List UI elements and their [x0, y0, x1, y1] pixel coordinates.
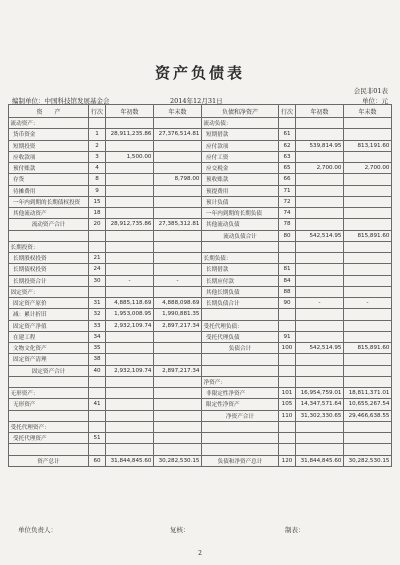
asset-item — [9, 376, 89, 387]
asset-opening — [106, 241, 154, 252]
liability-closing — [344, 309, 392, 320]
table-row — [9, 208, 392, 219]
asset-item: 长期投资合计 — [9, 275, 89, 286]
liability-line: 88 — [279, 286, 296, 297]
asset-item: 存货 — [9, 174, 89, 185]
liability-closing — [344, 196, 392, 207]
asset-opening: 1,500.00 — [106, 151, 154, 162]
asset-item: 一年内到期的长期债权投资 — [9, 196, 89, 207]
asset-opening — [106, 208, 154, 219]
asset-item: 固定资产原价 — [9, 298, 89, 309]
liability-item: 短期借款 — [202, 129, 279, 140]
asset-opening — [106, 174, 154, 185]
asset-item: 应收款项 — [9, 151, 89, 162]
liability-opening — [296, 444, 344, 455]
table-row — [9, 343, 392, 354]
asset-closing — [154, 118, 202, 129]
asset-line: 1 — [89, 129, 106, 140]
liability-line: 78 — [279, 219, 296, 230]
asset-item: 在建工程 — [9, 331, 89, 342]
asset-opening: - — [106, 275, 154, 286]
liability-line — [279, 444, 296, 455]
asset-closing — [154, 230, 202, 241]
liability-closing — [344, 253, 392, 264]
liability-item: 预计负债 — [202, 196, 279, 207]
liability-closing — [344, 421, 392, 432]
liability-line: 110 — [279, 410, 296, 421]
asset-item: 无形资产 — [9, 399, 89, 410]
liability-opening — [296, 264, 344, 275]
table-row — [9, 331, 392, 342]
asset-opening — [106, 343, 154, 354]
liability-line — [279, 241, 296, 252]
liability-opening: 539,814.95 — [296, 140, 344, 151]
liability-closing — [344, 433, 392, 444]
table-row — [9, 365, 392, 376]
liability-item — [202, 421, 279, 432]
liability-closing — [344, 118, 392, 129]
liability-item — [202, 365, 279, 376]
liability-closing: 2,700.00 — [344, 163, 392, 174]
liability-item — [202, 309, 279, 320]
liability-closing: 29,466,638.55 — [344, 410, 392, 421]
asset-opening — [106, 399, 154, 410]
asset-line — [89, 421, 106, 432]
asset-line: 24 — [89, 264, 106, 275]
asset-item: 流动资产合计 — [9, 219, 89, 230]
liability-item: 长期负债： — [202, 253, 279, 264]
liability-line — [279, 320, 296, 331]
asset-line — [89, 410, 106, 421]
table-row — [9, 275, 392, 286]
asset-closing — [154, 376, 202, 387]
liability-item: 一年内到期的长期负债 — [202, 208, 279, 219]
liability-closing — [344, 174, 392, 185]
table-row — [9, 163, 392, 174]
footer-preparer: 制表： — [285, 526, 305, 534]
liability-line — [279, 118, 296, 129]
asset-closing — [154, 410, 202, 421]
balance-sheet-table — [8, 104, 392, 467]
asset-line: 35 — [89, 343, 106, 354]
report-date: 2014年12月31日 — [170, 97, 223, 105]
asset-opening — [106, 185, 154, 196]
liability-item: 净资产： — [202, 376, 279, 387]
liability-item: 受托代理负债 — [202, 331, 279, 342]
asset-line — [89, 444, 106, 455]
liability-item: 应付工资 — [202, 151, 279, 162]
asset-item: 货币资金 — [9, 129, 89, 140]
asset-item: 受托代理资产： — [9, 421, 89, 432]
asset-opening — [106, 196, 154, 207]
asset-closing — [154, 253, 202, 264]
asset-opening — [106, 376, 154, 387]
asset-opening — [106, 331, 154, 342]
reporting-entity: 编制单位：中国科技馆发展基金会 — [12, 97, 110, 105]
liability-opening — [296, 365, 344, 376]
asset-item: 固定资产清理 — [9, 354, 89, 365]
asset-line — [89, 376, 106, 387]
asset-closing — [154, 331, 202, 342]
asset-item: 固定资产合计 — [9, 365, 89, 376]
asset-line: 3 — [89, 151, 106, 162]
table-row — [9, 196, 392, 207]
asset-line: 33 — [89, 320, 106, 331]
asset-line: 15 — [89, 196, 106, 207]
asset-item: 固定资产净值 — [9, 320, 89, 331]
asset-item: 固定资产： — [9, 286, 89, 297]
liability-item: 应交税金 — [202, 163, 279, 174]
table-row — [9, 320, 392, 331]
liability-line: 100 — [279, 343, 296, 354]
liability-item: 限定性净资产 — [202, 399, 279, 410]
liability-item: 预提费用 — [202, 185, 279, 196]
asset-item: 资产总计 — [9, 455, 89, 466]
column-header: 年末数 — [344, 105, 392, 118]
liability-closing — [344, 264, 392, 275]
table-row — [9, 444, 392, 455]
asset-line: 4 — [89, 163, 106, 174]
liability-item — [202, 354, 279, 365]
asset-opening — [106, 264, 154, 275]
table-row — [9, 354, 392, 365]
asset-closing — [154, 264, 202, 275]
asset-line — [89, 388, 106, 399]
liability-item: 其他流动负债 — [202, 219, 279, 230]
liability-opening — [296, 118, 344, 129]
asset-line: 9 — [89, 185, 106, 196]
asset-opening: 2,932,109.74 — [106, 320, 154, 331]
asset-opening — [106, 433, 154, 444]
liability-opening — [296, 208, 344, 219]
liability-line — [279, 253, 296, 264]
asset-opening — [106, 163, 154, 174]
asset-item: 长期债权投资 — [9, 264, 89, 275]
asset-opening — [106, 253, 154, 264]
asset-line: 18 — [89, 208, 106, 219]
asset-opening — [106, 388, 154, 399]
liability-opening — [296, 129, 344, 140]
asset-line: 40 — [89, 365, 106, 376]
table-row — [9, 388, 392, 399]
table-row — [9, 410, 392, 421]
asset-line: 21 — [89, 253, 106, 264]
table-row — [9, 286, 392, 297]
asset-opening — [106, 354, 154, 365]
asset-item — [9, 444, 89, 455]
asset-closing — [154, 185, 202, 196]
asset-closing — [154, 163, 202, 174]
table-row — [9, 433, 392, 444]
asset-line — [89, 241, 106, 252]
liability-opening — [296, 320, 344, 331]
liability-opening — [296, 286, 344, 297]
asset-closing — [154, 343, 202, 354]
liability-line: 80 — [279, 230, 296, 241]
liability-line — [279, 376, 296, 387]
asset-closing: 2,897,217.34 — [154, 320, 202, 331]
table-row — [9, 253, 392, 264]
asset-line: 2 — [89, 140, 106, 151]
liability-item: 受托代理负债： — [202, 320, 279, 331]
asset-opening — [106, 421, 154, 432]
liability-opening — [296, 354, 344, 365]
liability-opening — [296, 253, 344, 264]
liability-line: 65 — [279, 163, 296, 174]
liability-item: 长期负债合计 — [202, 298, 279, 309]
liability-opening — [296, 275, 344, 286]
table-header-row — [9, 105, 392, 118]
asset-line: 51 — [89, 433, 106, 444]
liability-closing: - — [344, 298, 392, 309]
asset-closing — [154, 196, 202, 207]
asset-item: 长期投资： — [9, 241, 89, 252]
asset-line: 8 — [89, 174, 106, 185]
table-row — [9, 140, 392, 151]
asset-closing: 2,897,217.34 — [154, 365, 202, 376]
liability-line: 74 — [279, 208, 296, 219]
asset-closing — [154, 140, 202, 151]
liability-closing — [344, 376, 392, 387]
liability-closing — [344, 129, 392, 140]
liability-closing — [344, 219, 392, 230]
liability-line: 81 — [279, 264, 296, 275]
asset-line — [89, 286, 106, 297]
liability-opening — [296, 241, 344, 252]
table-row — [9, 376, 392, 387]
asset-opening: 4,885,118.69 — [106, 298, 154, 309]
liability-opening: 542,514.95 — [296, 230, 344, 241]
table-row — [9, 230, 392, 241]
liability-opening — [296, 376, 344, 387]
liability-opening: 16,954,759.01 — [296, 388, 344, 399]
asset-opening — [106, 230, 154, 241]
liability-item: 流动负债合计 — [202, 230, 279, 241]
liability-line — [279, 421, 296, 432]
liability-item: 负债和净资产总计 — [202, 455, 279, 466]
currency-unit: 单位：元 — [362, 97, 388, 105]
table-row — [9, 174, 392, 185]
liability-item: 负债合计 — [202, 343, 279, 354]
asset-closing — [154, 421, 202, 432]
liability-line: 71 — [279, 185, 296, 196]
footer-head: 单位负责人： — [18, 526, 57, 534]
asset-line: 20 — [89, 219, 106, 230]
asset-opening: 1,953,008.95 — [106, 309, 154, 320]
liability-closing: 813,191.60 — [344, 140, 392, 151]
asset-line: 34 — [89, 331, 106, 342]
asset-opening — [106, 444, 154, 455]
liability-closing — [344, 185, 392, 196]
asset-item: 短期投资 — [9, 140, 89, 151]
liability-opening — [296, 421, 344, 432]
liability-closing — [344, 286, 392, 297]
column-header: 负债和净资产 — [202, 105, 279, 118]
liability-item: 长期借款 — [202, 264, 279, 275]
liability-closing — [344, 208, 392, 219]
asset-closing — [154, 208, 202, 219]
table-row — [9, 219, 392, 230]
asset-line: 30 — [89, 275, 106, 286]
liability-item — [202, 241, 279, 252]
liability-item — [202, 444, 279, 455]
asset-closing: 4,888,098.69 — [154, 298, 202, 309]
liability-closing — [344, 444, 392, 455]
asset-closing: - — [154, 275, 202, 286]
liability-opening: 31,302,330.65 — [296, 410, 344, 421]
asset-item: 预付账款 — [9, 163, 89, 174]
liability-line: 72 — [279, 196, 296, 207]
liability-line: 63 — [279, 151, 296, 162]
table-row — [9, 129, 392, 140]
liability-opening — [296, 331, 344, 342]
asset-closing — [154, 241, 202, 252]
liability-opening: 14,347,571.64 — [296, 399, 344, 410]
asset-item: 文物文化资产 — [9, 343, 89, 354]
asset-item: 其他流动资产 — [9, 208, 89, 219]
liability-opening — [296, 174, 344, 185]
table-row — [9, 399, 392, 410]
liability-opening — [296, 196, 344, 207]
asset-closing: 27,385,312.81 — [154, 219, 202, 230]
asset-opening: 28,912,735.86 — [106, 219, 154, 230]
table-row — [9, 298, 392, 309]
asset-item: 待摊费用 — [9, 185, 89, 196]
asset-opening — [106, 286, 154, 297]
asset-line: 31 — [89, 298, 106, 309]
liability-item: 非限定性净资产 — [202, 388, 279, 399]
liability-closing — [344, 275, 392, 286]
liability-opening — [296, 185, 344, 196]
asset-opening — [106, 140, 154, 151]
liability-line: 90 — [279, 298, 296, 309]
asset-opening — [106, 118, 154, 129]
asset-opening: 2,932,109.74 — [106, 365, 154, 376]
liability-item: 净资产合计 — [202, 410, 279, 421]
liability-closing — [344, 151, 392, 162]
asset-line: 60 — [89, 455, 106, 466]
column-header: 行次 — [89, 105, 106, 118]
liability-closing — [344, 241, 392, 252]
asset-line — [89, 118, 106, 129]
asset-line: 41 — [89, 399, 106, 410]
liability-closing — [344, 354, 392, 365]
table-row — [9, 118, 392, 129]
asset-closing: 1,990,881.35 — [154, 309, 202, 320]
column-header: 年初数 — [296, 105, 344, 118]
asset-closing: 27,376,514.81 — [154, 129, 202, 140]
form-number: 会民非01表 — [353, 87, 388, 95]
asset-closing — [154, 354, 202, 365]
liability-line: 62 — [279, 140, 296, 151]
liability-line: 61 — [279, 129, 296, 140]
asset-item: 减：累计折旧 — [9, 309, 89, 320]
asset-item — [9, 230, 89, 241]
liability-line — [279, 433, 296, 444]
liability-opening: - — [296, 298, 344, 309]
asset-closing — [154, 433, 202, 444]
liability-item: 预收账款 — [202, 174, 279, 185]
liability-opening: 31,844,845.60 — [296, 455, 344, 466]
liability-opening — [296, 219, 344, 230]
column-header: 年末数 — [154, 105, 202, 118]
liability-line: 66 — [279, 174, 296, 185]
liability-closing: 815,891.60 — [344, 343, 392, 354]
asset-closing — [154, 286, 202, 297]
asset-item: 长期股权投资 — [9, 253, 89, 264]
liability-line: 120 — [279, 455, 296, 466]
liability-closing: 30,282,530.15 — [344, 455, 392, 466]
liability-opening: 542,514.95 — [296, 343, 344, 354]
liability-item: 其他长期负债 — [202, 286, 279, 297]
liability-item — [202, 433, 279, 444]
asset-closing — [154, 444, 202, 455]
liability-opening: 2,700.00 — [296, 163, 344, 174]
liability-line: 105 — [279, 399, 296, 410]
table-row — [9, 264, 392, 275]
table-row — [9, 309, 392, 320]
page-number: 2 — [198, 550, 202, 557]
table-row — [9, 185, 392, 196]
footer-reviewer: 复核： — [170, 526, 190, 534]
liability-closing: 815,891.60 — [344, 230, 392, 241]
page-title: 资产负债表 — [154, 64, 245, 82]
liability-closing — [344, 365, 392, 376]
liability-closing — [344, 320, 392, 331]
table-row — [9, 151, 392, 162]
liability-closing: 18,811,371.01 — [344, 388, 392, 399]
liability-line: 91 — [279, 331, 296, 342]
asset-opening: 28,911,235.86 — [106, 129, 154, 140]
liability-line — [279, 354, 296, 365]
liability-item: 长期应付款 — [202, 275, 279, 286]
asset-item — [9, 410, 89, 421]
asset-item: 受托代理资产 — [9, 433, 89, 444]
table-row — [9, 455, 392, 466]
liability-closing: 10,655,267.54 — [344, 399, 392, 410]
asset-closing — [154, 388, 202, 399]
asset-opening: 31,844,845.60 — [106, 455, 154, 466]
liability-opening — [296, 151, 344, 162]
liability-line: 101 — [279, 388, 296, 399]
asset-closing: 30,282,530.15 — [154, 455, 202, 466]
column-header: 资 产 — [9, 105, 89, 118]
table-row — [9, 241, 392, 252]
liability-line: 84 — [279, 275, 296, 286]
asset-opening — [106, 410, 154, 421]
column-header: 行次 — [279, 105, 296, 118]
asset-line — [89, 230, 106, 241]
asset-item: 无形资产： — [9, 388, 89, 399]
liability-line — [279, 365, 296, 376]
liability-opening — [296, 309, 344, 320]
table-row — [9, 421, 392, 432]
column-header: 年初数 — [106, 105, 154, 118]
asset-closing — [154, 151, 202, 162]
asset-line: 38 — [89, 354, 106, 365]
liability-opening — [296, 433, 344, 444]
liability-item: 应付款项 — [202, 140, 279, 151]
asset-closing — [154, 399, 202, 410]
asset-item: 流动资产： — [9, 118, 89, 129]
asset-closing: 8,798.00 — [154, 174, 202, 185]
liability-closing — [344, 331, 392, 342]
asset-line: 32 — [89, 309, 106, 320]
liability-item: 流动负债： — [202, 118, 279, 129]
liability-line — [279, 309, 296, 320]
